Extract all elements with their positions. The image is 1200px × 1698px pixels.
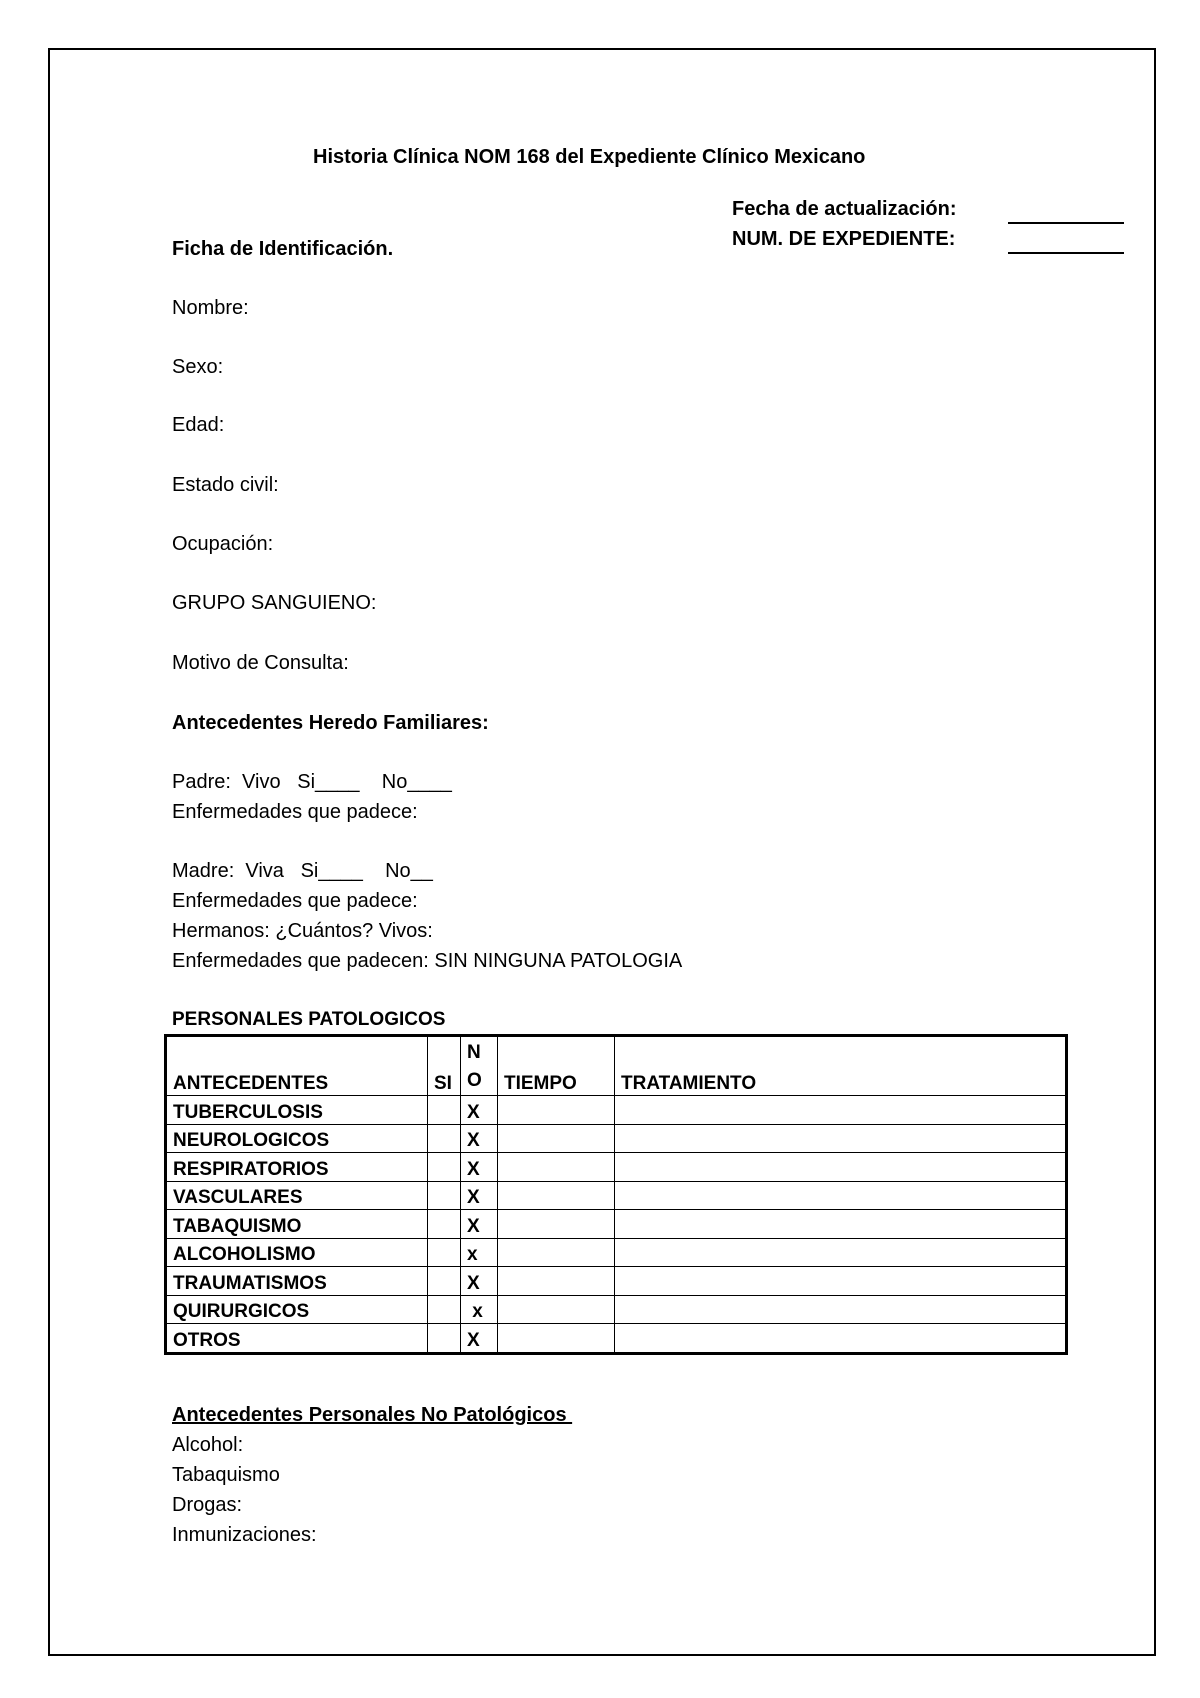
fecha-actualizacion-label: Fecha de actualización: — [732, 198, 957, 220]
row-si[interactable] — [428, 1324, 461, 1354]
table-row — [166, 1124, 1067, 1153]
row-no[interactable]: x — [461, 1295, 498, 1324]
table-row — [166, 1181, 1067, 1210]
row-tratamiento[interactable] — [615, 1295, 1067, 1324]
row-name: ALCOHOLISMO — [166, 1238, 428, 1267]
row-tiempo[interactable] — [498, 1096, 615, 1125]
header-si: SI — [428, 1036, 461, 1096]
row-tiempo[interactable] — [498, 1210, 615, 1239]
row-name: TUBERCULOSIS — [166, 1096, 428, 1125]
heredo-heading: Antecedentes Heredo Familiares: — [172, 712, 489, 734]
table-header-row — [166, 1036, 1067, 1096]
row-no[interactable]: X — [461, 1267, 498, 1296]
row-no[interactable]: X — [461, 1210, 498, 1239]
row-tratamiento[interactable] — [615, 1238, 1067, 1267]
row-name: RESPIRATORIOS — [166, 1153, 428, 1182]
patologicos-heading: PERSONALES PATOLOGICOS — [172, 1009, 446, 1030]
row-si[interactable] — [428, 1210, 461, 1239]
row-name: TRAUMATISMOS — [166, 1267, 428, 1296]
row-name: NEUROLOGICOS — [166, 1124, 428, 1153]
row-no[interactable]: X — [461, 1153, 498, 1182]
row-no[interactable]: X — [461, 1124, 498, 1153]
row-no[interactable]: X — [461, 1096, 498, 1125]
row-si[interactable] — [428, 1181, 461, 1210]
madre-line: Madre: Viva Si____ No__ — [172, 860, 433, 882]
row-tratamiento[interactable] — [615, 1124, 1067, 1153]
header-no-bottom: O — [467, 1070, 482, 1091]
field-nombre: Nombre: — [172, 297, 249, 319]
patologicos-table — [164, 1034, 1068, 1355]
field-estado-civil: Estado civil: — [172, 474, 279, 496]
header-no-top: N — [467, 1042, 481, 1063]
num-expediente-label: NUM. DE EXPEDIENTE: — [732, 228, 956, 250]
hermanos-enfermedades: Enfermedades que padecen: SIN NINGUNA PATOLOGIA — [172, 950, 683, 972]
row-name: TABAQUISMO — [166, 1210, 428, 1239]
field-grupo-sanguineo: GRUPO SANGUIENO: — [172, 592, 377, 614]
ficha-heading: Ficha de Identificación. — [172, 238, 394, 260]
row-tiempo[interactable] — [498, 1238, 615, 1267]
row-tiempo[interactable] — [498, 1295, 615, 1324]
table-row — [166, 1324, 1067, 1354]
row-si[interactable] — [428, 1295, 461, 1324]
padre-enfermedades: Enfermedades que padece: — [172, 801, 418, 823]
field-motivo-consulta: Motivo de Consulta: — [172, 652, 349, 674]
num-expediente-line[interactable] — [1008, 252, 1124, 254]
table-row — [166, 1267, 1067, 1296]
row-tratamiento[interactable] — [615, 1210, 1067, 1239]
row-tiempo[interactable] — [498, 1181, 615, 1210]
table-row — [166, 1295, 1067, 1324]
no-patologicos-heading: Antecedentes Personales No Patológicos — [172, 1404, 573, 1426]
item-inmunizaciones: Inmunizaciones: — [172, 1524, 317, 1546]
row-tratamiento[interactable] — [615, 1096, 1067, 1125]
item-alcohol: Alcohol: — [172, 1434, 244, 1456]
row-no[interactable]: X — [461, 1181, 498, 1210]
header-antecedentes: ANTECEDENTES — [166, 1036, 428, 1096]
hermanos-line: Hermanos: ¿Cuántos? Vivos: — [172, 920, 433, 942]
row-no[interactable]: X — [461, 1324, 498, 1354]
field-sexo: Sexo: — [172, 356, 224, 378]
row-si[interactable] — [428, 1096, 461, 1125]
field-ocupacion: Ocupación: — [172, 533, 274, 555]
row-tratamiento[interactable] — [615, 1181, 1067, 1210]
row-si[interactable] — [428, 1153, 461, 1182]
row-si[interactable] — [428, 1267, 461, 1296]
document-title: Historia Clínica NOM 168 del Expediente Clínico Mexicano — [313, 146, 866, 168]
item-drogas: Drogas: — [172, 1494, 243, 1516]
fecha-actualizacion-line[interactable] — [1008, 222, 1124, 224]
row-si[interactable] — [428, 1124, 461, 1153]
row-tratamiento[interactable] — [615, 1153, 1067, 1182]
table-row — [166, 1210, 1067, 1239]
row-tiempo[interactable] — [498, 1267, 615, 1296]
row-tiempo[interactable] — [498, 1153, 615, 1182]
row-tiempo[interactable] — [498, 1124, 615, 1153]
row-name: OTROS — [166, 1324, 428, 1354]
header-tiempo: TIEMPO — [498, 1036, 615, 1096]
table-row — [166, 1096, 1067, 1125]
row-name: QUIRURGICOS — [166, 1295, 428, 1324]
padre-line: Padre: Vivo Si____ No____ — [172, 771, 452, 793]
table-row — [166, 1153, 1067, 1182]
row-name: VASCULARES — [166, 1181, 428, 1210]
field-edad: Edad: — [172, 414, 225, 436]
header-no — [461, 1036, 498, 1096]
item-tabaquismo: Tabaquismo — [172, 1464, 280, 1486]
row-tratamiento[interactable] — [615, 1267, 1067, 1296]
madre-enfermedades: Enfermedades que padece: — [172, 890, 418, 912]
row-si[interactable] — [428, 1238, 461, 1267]
row-no[interactable]: x — [461, 1238, 498, 1267]
row-tiempo[interactable] — [498, 1324, 615, 1354]
table-row — [166, 1238, 1067, 1267]
header-tratamiento: TRATAMIENTO — [615, 1036, 1067, 1096]
row-tratamiento[interactable] — [615, 1324, 1067, 1354]
